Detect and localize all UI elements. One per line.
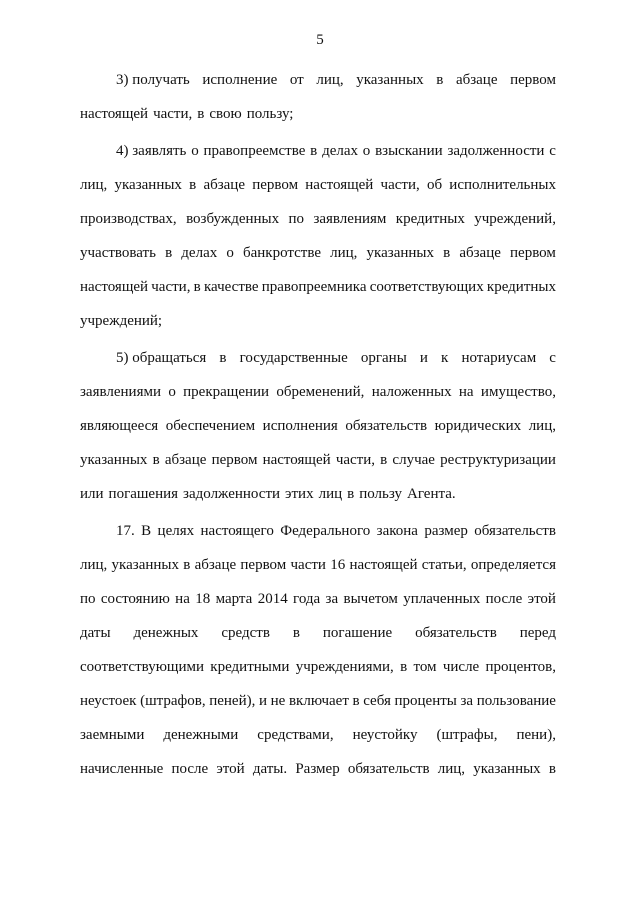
word: взыскании: [375, 143, 443, 159]
text-line: [80, 304, 556, 338]
word: настоящей: [80, 106, 149, 122]
word: указанных: [473, 761, 541, 777]
word: денежными: [163, 727, 239, 743]
word: после: [485, 591, 523, 607]
word: денежных: [133, 625, 199, 641]
paragraph: [80, 134, 556, 338]
word: учреждениями,: [295, 659, 394, 675]
word: от: [289, 72, 304, 88]
word: прекращении: [183, 384, 270, 400]
word: лиц,: [437, 761, 466, 777]
word: первом: [240, 557, 287, 573]
word: настоящей: [262, 452, 331, 468]
word: заявлениями: [80, 384, 161, 400]
paragraph: [80, 63, 556, 131]
word: 5) обращаться: [116, 350, 207, 366]
page-number: 5: [316, 32, 324, 48]
text-line: [80, 514, 556, 548]
word: по: [288, 211, 305, 227]
word: настоящего: [200, 523, 274, 539]
word: настоящей: [349, 557, 418, 573]
word: части,: [335, 452, 376, 468]
word: в: [400, 659, 408, 675]
word: перед: [519, 625, 556, 641]
text-line: [80, 443, 556, 477]
word: 18: [195, 591, 211, 607]
text-line: [80, 477, 556, 511]
word: абзаце: [459, 245, 501, 261]
word: Размер: [295, 761, 340, 777]
word: неустоек: [80, 693, 137, 709]
word: делах: [322, 143, 358, 159]
word: указанных: [114, 177, 182, 193]
word: указанных: [366, 245, 434, 261]
word: о: [362, 143, 371, 159]
word: Агента.: [407, 486, 456, 502]
text-line: [80, 134, 556, 168]
paragraph: [80, 341, 556, 511]
word: исполнение: [202, 72, 278, 88]
text-line: [80, 752, 556, 786]
word: учреждений,: [474, 211, 556, 227]
word: соответствующих: [369, 279, 484, 295]
word: указанных: [356, 72, 424, 88]
text-line: [80, 616, 556, 650]
word: обязательств: [347, 761, 430, 777]
word: определяется: [470, 557, 556, 573]
word: производствах,: [80, 211, 177, 227]
word: лиц,: [330, 245, 358, 261]
word: в: [310, 143, 318, 159]
word: средствами,: [257, 727, 334, 743]
word: наложенных: [371, 384, 452, 400]
word: первом: [510, 72, 556, 88]
paragraph: [80, 514, 556, 786]
word: обязательств: [345, 418, 428, 434]
word: лиц,: [80, 557, 108, 573]
word: банкротстве: [242, 245, 321, 261]
word: в: [352, 693, 360, 709]
word: и: [419, 350, 428, 366]
word: заемными: [80, 727, 145, 743]
word: на: [175, 591, 190, 607]
word: статьи,: [421, 557, 467, 573]
word: абзаце: [164, 452, 207, 468]
word: (штрафов,: [140, 693, 206, 709]
word: марта: [215, 591, 253, 607]
word: себя: [363, 693, 391, 709]
word: обязательств: [474, 523, 556, 539]
word: лиц,: [528, 418, 556, 434]
text-line: [80, 548, 556, 582]
word: абзаце: [455, 72, 498, 88]
word: 3) получать: [116, 72, 190, 88]
word: обеспечением: [165, 418, 256, 434]
word: в: [292, 625, 300, 641]
text-line: [80, 202, 556, 236]
word: в: [193, 279, 201, 295]
word: даты.: [252, 761, 288, 777]
word: правопреемстве: [203, 143, 306, 159]
word: с: [549, 350, 556, 366]
word: исполнения: [262, 418, 338, 434]
word: года: [293, 591, 321, 607]
word: с: [549, 143, 556, 159]
word: вычетом: [343, 591, 398, 607]
word: к: [441, 350, 449, 366]
word: участвовать: [80, 245, 156, 261]
word: абзаце: [203, 177, 245, 193]
word: состоянию: [100, 591, 170, 607]
word: том: [413, 659, 437, 675]
word: уплаченных: [403, 591, 481, 607]
text-line: [80, 236, 556, 270]
word: неустойку: [352, 727, 418, 743]
word: в: [443, 245, 451, 261]
word: реструктуризации: [440, 452, 556, 468]
word: по: [80, 591, 96, 607]
word: 16: [330, 557, 346, 573]
word: юридических: [434, 418, 522, 434]
word: делах: [181, 245, 218, 261]
word: свою: [209, 106, 242, 122]
word: за: [460, 693, 474, 709]
word: в: [380, 452, 388, 468]
word: за: [325, 591, 339, 607]
word: на: [458, 384, 474, 400]
text-line: [80, 375, 556, 409]
word: в: [165, 245, 173, 261]
word: заявлениям: [313, 211, 387, 227]
word: 4) заявлять: [116, 143, 187, 159]
word: пользу: [359, 486, 402, 502]
word: части,: [151, 279, 191, 295]
word: и: [259, 693, 268, 709]
word: закона: [376, 523, 418, 539]
word: указанных: [80, 452, 148, 468]
word: указанных: [111, 557, 179, 573]
word: лиц,: [316, 72, 344, 88]
word: о: [226, 245, 234, 261]
text-line: [80, 97, 556, 131]
text-line: [80, 168, 556, 202]
word: в: [197, 106, 205, 122]
word: в: [152, 452, 160, 468]
word: первом: [252, 177, 299, 193]
word: обязательств: [415, 625, 497, 641]
word: начисленные: [80, 761, 164, 777]
word: В: [141, 523, 152, 539]
word: в: [183, 557, 191, 573]
word: части: [290, 557, 326, 573]
word: пеней),: [209, 693, 256, 709]
text-line: [80, 341, 556, 375]
word: возбужденных: [186, 211, 280, 227]
word: в: [189, 177, 197, 193]
word: задолженности: [183, 486, 281, 502]
text-line: [80, 409, 556, 443]
word: о: [191, 143, 199, 159]
word: 17.: [116, 523, 135, 539]
word: соответствующими: [80, 659, 204, 675]
text-line: [80, 684, 556, 718]
word: кредитных: [486, 279, 556, 295]
word: кредитными: [210, 659, 290, 675]
word: учреждений;: [80, 313, 163, 329]
word: пользу;: [246, 106, 294, 122]
word: числе: [442, 659, 480, 675]
word: лиц: [318, 486, 343, 502]
word: погашения: [108, 486, 179, 502]
word: (штрафы,: [436, 727, 498, 743]
word: обременений,: [276, 384, 365, 400]
word: настоящей: [305, 177, 374, 193]
word: о: [168, 384, 176, 400]
word: правопреемника: [261, 279, 367, 295]
text-line: [80, 63, 556, 97]
word: задолженности: [447, 143, 545, 159]
word: пользование: [476, 693, 556, 709]
word: целях: [157, 523, 195, 539]
word: качестве: [203, 279, 259, 295]
word: 2014: [257, 591, 288, 607]
text-line: [80, 718, 556, 752]
word: средств: [221, 625, 270, 641]
text-line: [80, 650, 556, 684]
word: после: [171, 761, 209, 777]
word: лиц,: [80, 177, 108, 193]
word: проценты: [394, 693, 457, 709]
word: или: [80, 486, 104, 502]
word: в: [219, 350, 227, 366]
word: первом: [211, 452, 258, 468]
word: пени),: [516, 727, 556, 743]
word: этой: [527, 591, 556, 607]
word: не: [270, 693, 286, 709]
word: в: [436, 72, 444, 88]
word: органы: [360, 350, 407, 366]
word: части,: [380, 177, 420, 193]
word: этой: [216, 761, 245, 777]
document-body: [80, 63, 556, 786]
word: Федерального: [280, 523, 371, 539]
word: включает: [288, 693, 349, 709]
word: настоящей: [80, 279, 149, 295]
word: случае: [392, 452, 435, 468]
word: этих: [285, 486, 314, 502]
word: кредитных: [395, 211, 465, 227]
word: исполнительных: [449, 177, 556, 193]
word: первом: [510, 245, 556, 261]
word: в: [548, 761, 556, 777]
word: в: [347, 486, 355, 502]
word: абзаце: [194, 557, 237, 573]
word: имущество,: [480, 384, 556, 400]
text-line: [80, 270, 556, 304]
text-line: [80, 582, 556, 616]
word: части,: [153, 106, 193, 122]
word: об: [426, 177, 443, 193]
word: размер: [424, 523, 468, 539]
word: являющееся: [80, 418, 159, 434]
word: нотариусам: [461, 350, 537, 366]
word: погашение: [322, 625, 393, 641]
word: процентов,: [485, 659, 556, 675]
word: государственные: [239, 350, 348, 366]
word: даты: [80, 625, 111, 641]
